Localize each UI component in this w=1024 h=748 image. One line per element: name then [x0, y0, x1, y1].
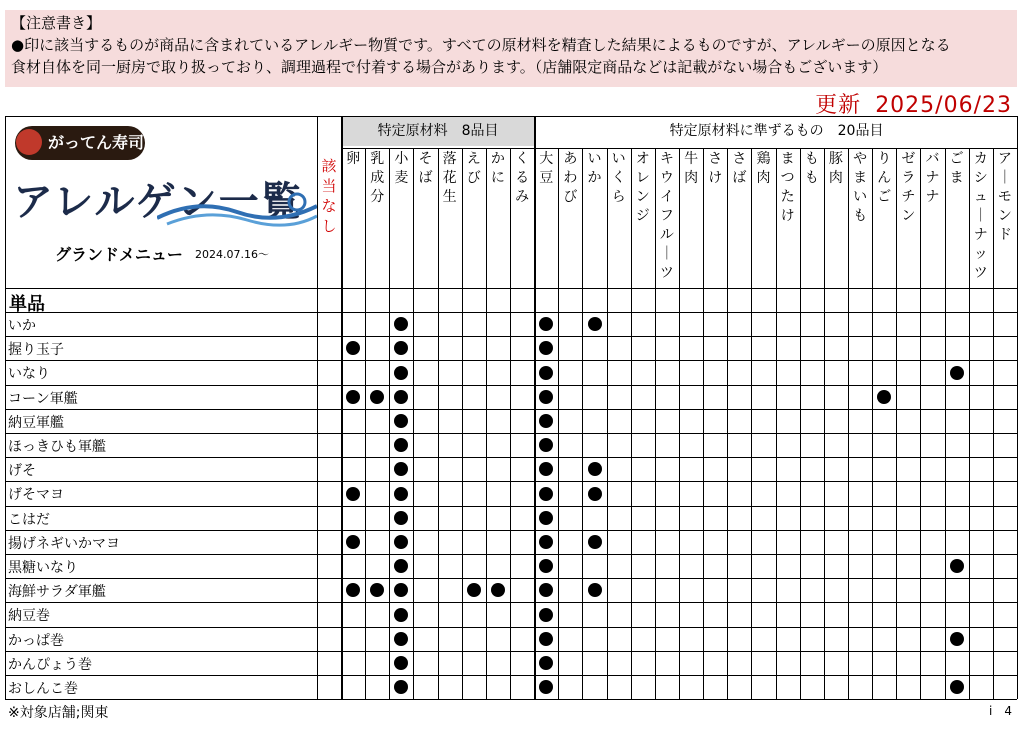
- allergen-mark: [394, 390, 408, 404]
- allergen-mark: [588, 535, 602, 549]
- allergen-header: キ ウ イ フ ル ｜ ツ: [659, 151, 674, 281]
- allergen-header: 小 麦: [394, 151, 409, 186]
- allergen-header: さ け: [708, 151, 723, 186]
- wave-icon: [157, 188, 317, 228]
- allergen-mark: [394, 632, 408, 646]
- allergen-mark: [950, 680, 964, 694]
- allergen-mark: [346, 341, 360, 355]
- allergen-mark: [539, 559, 553, 573]
- allergen-mark: [539, 366, 553, 380]
- notice-title: 【注意書き】: [11, 14, 102, 32]
- menu-item-name: 黒糖いなり: [8, 560, 78, 576]
- menu-item-name: ほっきひも軍艦: [8, 439, 106, 455]
- group-header-8: 特定原材料 8品目: [342, 116, 534, 146]
- allergen-header: オ レ ン ジ: [635, 151, 650, 224]
- update-value: 2025/06/23: [875, 93, 1012, 118]
- notice-box: [5, 10, 1017, 87]
- allergen-mark: [394, 341, 408, 355]
- allergen-header: も も: [804, 151, 819, 186]
- allergen-header: り ん ご: [877, 151, 892, 205]
- allergen-header: ま つ た け: [780, 151, 795, 224]
- menu-item-name: かっぱ巻: [8, 632, 64, 649]
- allergen-header: い か: [587, 151, 602, 186]
- allergen-header: 卵: [346, 151, 361, 167]
- allergen-mark: [491, 583, 505, 597]
- allergen-header: ご ま: [949, 151, 964, 186]
- allergen-mark: [346, 583, 360, 597]
- allergen-header: 豚 肉: [828, 151, 843, 186]
- logo-title: アレルゲン一覧: [13, 179, 303, 225]
- allergen-mark: [539, 438, 553, 452]
- allergen-mark: [539, 341, 553, 355]
- allergen-header: や ま い も: [853, 151, 868, 224]
- allergen-mark: [588, 462, 602, 476]
- menu-item-name: こはだ: [8, 511, 50, 528]
- allergen-mark: [588, 487, 602, 501]
- allergen-mark: [539, 656, 553, 670]
- allergen-mark: [950, 366, 964, 380]
- allergen-mark: [539, 317, 553, 331]
- allergen-mark: [370, 583, 384, 597]
- allergen-header: そ ば: [418, 151, 433, 186]
- logo-subtitle: グランドメニュー: [55, 245, 183, 264]
- logo-area: [7, 118, 315, 288]
- allergen-mark: [539, 414, 553, 428]
- allergen-mark: [588, 317, 602, 331]
- allergen-header: 大 豆: [539, 151, 554, 186]
- page-number: i 4: [989, 704, 1012, 718]
- menu-item-name: 納豆巻: [8, 608, 50, 625]
- allergen-mark: [394, 414, 408, 428]
- allergen-mark: [539, 680, 553, 694]
- allergen-header: あ わ び: [563, 151, 578, 205]
- allergen-mark: [539, 462, 553, 476]
- allergen-mark: [370, 390, 384, 404]
- allergen-header: い く ら: [611, 151, 626, 205]
- notice-line-2: 食材自体を同一厨房で取り扱っており、調理過程で付着する場合があります。（店舗限定商品などは記載がない場合もございます）: [11, 58, 888, 76]
- menu-item-name: いか: [8, 318, 36, 334]
- allergen-mark: [394, 680, 408, 694]
- none-column-header: 該 当 な し: [321, 157, 337, 235]
- allergen-mark: [394, 535, 408, 549]
- brand-logo: [15, 126, 145, 160]
- allergen-mark: [346, 487, 360, 501]
- allergen-header: 鶏 肉: [756, 151, 771, 186]
- notice-line-1: ●印に該当するものが商品に含まれているアレルギー物質です。すべての原材料を精査した結果によるものですが、アレルギーの原因となる: [11, 36, 951, 54]
- allergen-header: バ ナ ナ: [925, 151, 940, 205]
- allergen-header: ア ｜ モ ン ド: [997, 151, 1012, 243]
- group-header-20: 特定原材料に準ずるもの 20品目: [669, 123, 884, 139]
- allergen-header: え び: [466, 151, 481, 186]
- allergen-header: カ シ ュ ｜ ナ ッ ツ: [973, 151, 988, 281]
- allergen-table: [5, 116, 1017, 699]
- allergen-mark: [539, 511, 553, 525]
- menu-item-name: 握り玉子: [8, 342, 64, 359]
- allergen-mark: [950, 632, 964, 646]
- menu-item-name: いなり: [8, 366, 50, 383]
- menu-item-name: 納豆軍艦: [8, 414, 64, 431]
- allergen-header: 乳 成 分: [370, 151, 385, 205]
- allergen-mark: [394, 462, 408, 476]
- allergen-mark: [394, 511, 408, 525]
- allergen-mark: [467, 583, 481, 597]
- update-date: [815, 88, 1012, 119]
- allergen-header: か に: [490, 151, 505, 186]
- allergen-mark: [539, 608, 553, 622]
- allergen-mark: [394, 317, 408, 331]
- allergen-mark: [394, 559, 408, 573]
- allergen-mark: [346, 390, 360, 404]
- footer-note: ※対象店舗;関東: [8, 705, 109, 721]
- allergen-mark: [346, 535, 360, 549]
- logo-date: 2024.07.16～: [195, 248, 269, 261]
- allergen-mark: [394, 656, 408, 670]
- allergen-mark: [394, 438, 408, 452]
- menu-item-name: 揚げネギいかマヨ: [8, 535, 120, 552]
- menu-item-name: コーン軍艦: [8, 390, 78, 407]
- allergen-mark: [539, 583, 553, 597]
- allergen-mark: [394, 487, 408, 501]
- allergen-mark: [950, 559, 964, 573]
- allergen-header: さ ば: [732, 151, 747, 186]
- menu-item-name: かんぴょう巻: [8, 656, 92, 673]
- allergen-header: く る み: [515, 151, 530, 205]
- allergen-header: 落 花 生: [442, 151, 457, 205]
- allergen-mark: [394, 608, 408, 622]
- allergen-mark: [394, 366, 408, 380]
- menu-item-name: げそ: [8, 463, 36, 480]
- menu-item-name: げそマヨ: [8, 487, 64, 504]
- allergen-mark: [539, 487, 553, 501]
- allergen-mark: [394, 583, 408, 597]
- allergen-header: 牛 肉: [684, 151, 699, 186]
- allergen-mark: [877, 390, 891, 404]
- allergen-mark: [539, 632, 553, 646]
- menu-item-name: 海鮮サラダ軍艦: [8, 584, 106, 601]
- section-title: 単品: [9, 294, 45, 315]
- update-label: 更新: [815, 93, 862, 118]
- menu-item-name: おしんこ巻: [8, 681, 78, 697]
- allergen-mark: [539, 535, 553, 549]
- allergen-header: ゼ ラ チ ン: [901, 151, 916, 224]
- brand-name: がってん寿司: [47, 133, 144, 152]
- allergen-mark: [539, 390, 553, 404]
- allergen-mark: [588, 583, 602, 597]
